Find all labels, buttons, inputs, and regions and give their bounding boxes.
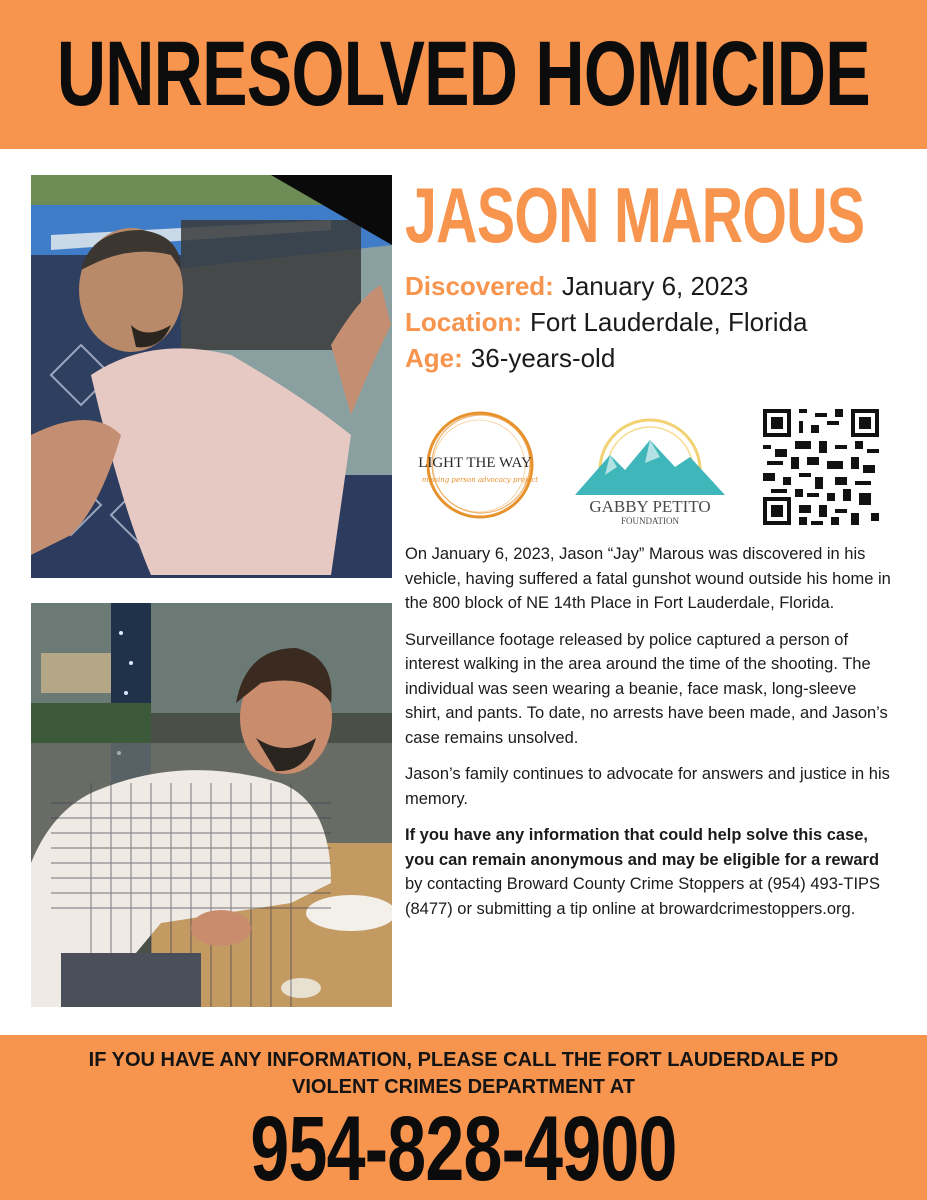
victim-photo-lounging <box>31 175 392 578</box>
description-paragraph: Surveillance footage released by police captured a person of interest walking in the area around the time of the shooting. The individual was seen wearing a beanie, face mask, long-sleeve shirt, and pants. To date, no arrests have been made, and Jason’s case remains unsolved. <box>405 630 888 747</box>
page-title: UNRESOLVED HOMICIDE <box>56 23 871 125</box>
qr-code[interactable] <box>763 409 879 525</box>
case-facts <box>405 268 905 376</box>
fact-location <box>405 304 905 340</box>
light-the-way-title: LIGHT THE WAY <box>418 455 532 471</box>
gabby-petito-foundation-logo <box>565 405 735 530</box>
description-paragraph: Jason’s family continues to advocate for answers and justice in his memory. <box>405 765 890 808</box>
fact-age <box>405 340 905 376</box>
call-to-action-line: IF YOU HAVE ANY INFORMATION, PLEASE CALL THE FORT LAUDERDALE PD <box>88 1049 839 1071</box>
light-the-way-logo <box>405 405 545 525</box>
footer-banner <box>0 1035 927 1200</box>
call-to-action-line: VIOLENT CRIMES DEPARTMENT AT <box>292 1076 635 1098</box>
fact-label: Location: <box>405 307 522 337</box>
fact-label: Age: <box>405 343 463 373</box>
fact-value: January 6, 2023 <box>561 271 749 301</box>
partner-logos <box>405 405 895 530</box>
reward-emphasis: If you have any information that could help solve this case, you can remain anonymous and may be eligible for a reward <box>405 826 880 869</box>
fact-value: Fort Lauderdale, Florida <box>530 307 808 337</box>
tip-phone-number[interactable]: 954-828-4900 <box>250 1098 677 1200</box>
reward-paragraph <box>405 823 895 921</box>
fact-value: 36-years-old <box>470 343 616 373</box>
fact-discovered <box>405 268 905 304</box>
victim-photo-restaurant <box>31 603 392 1007</box>
light-the-way-tagline: missing person advocacy project <box>421 476 539 484</box>
call-to-action <box>0 1047 927 1101</box>
gabby-petito-subtitle: FOUNDATION <box>621 516 679 526</box>
reward-contact-text: by contacting Broward County Crime Stoppers at (954) 493-TIPS (8477) or submitting a tip online at browardcrimestoppers.org. <box>405 875 881 918</box>
victim-name: JASON MAROUS <box>405 171 865 259</box>
header-banner <box>0 0 927 149</box>
gabby-petito-title: GABBY PETITO <box>589 497 711 516</box>
case-description <box>405 542 895 933</box>
description-paragraph: On January 6, 2023, Jason “Jay” Marous was discovered in his vehicle, having suffered a fatal gunshot wound outside his home in the 800 block of NE 14th Place in Fort Lauderdale, Florida. <box>405 545 891 612</box>
fact-label: Discovered: <box>405 271 554 301</box>
